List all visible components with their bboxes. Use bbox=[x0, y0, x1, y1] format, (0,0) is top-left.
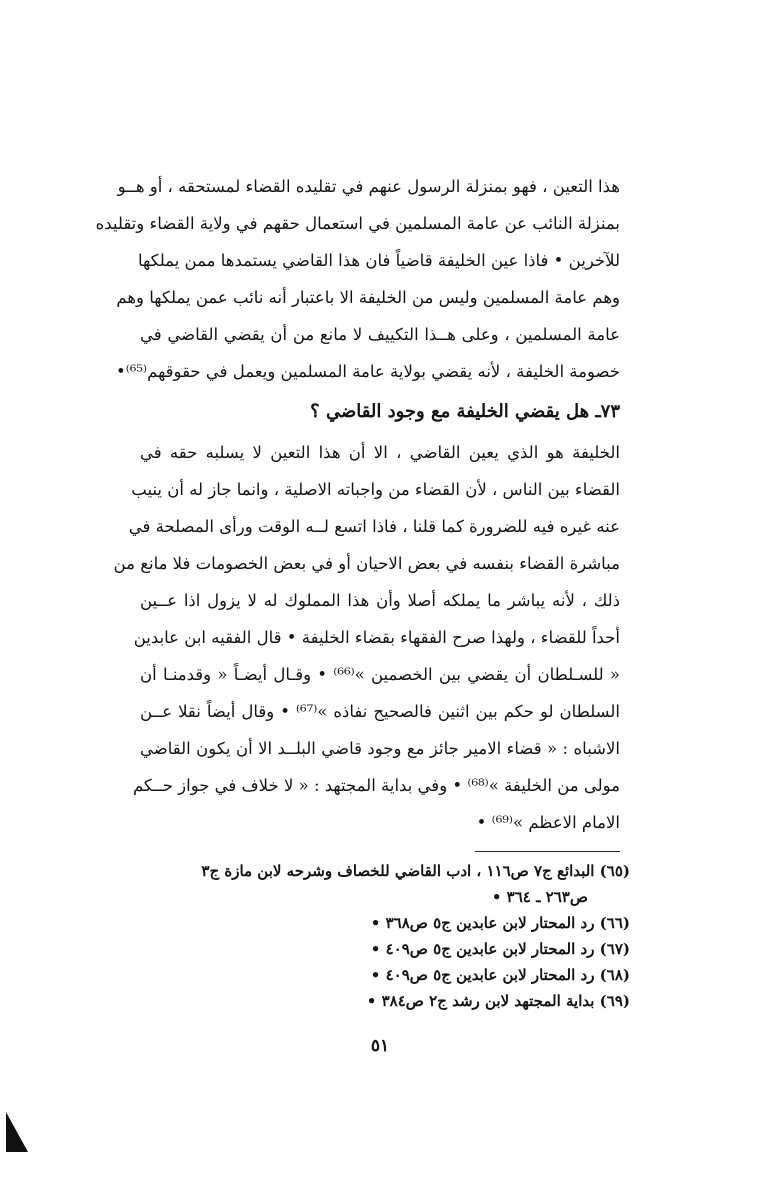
text-line: الامام الاعظم »⁽⁶⁹⁾ • bbox=[476, 813, 620, 832]
text-line: القضاء بين الناس ، لأن القضاء من واجباته الاصلية ، وانما جاز له أن ينيب bbox=[131, 480, 620, 499]
text-line: هذا التعين ، فهو بمنزلة الرسول عنهم في تقليده القضاء لمستحقه ، أو هــو bbox=[117, 177, 620, 196]
section-heading: ٧٣ـ هل يقضي الخليفة مع وجود القاضي ؟ bbox=[310, 401, 620, 422]
footnotes bbox=[130, 858, 630, 1014]
text-line: للآخرين • فاذا عين الخليفة قاضياً فان هذا القاضي يستمدها ممن يملكها bbox=[137, 251, 620, 270]
footnote-divider bbox=[475, 851, 620, 852]
text-line: الاشباه : « قضاء الامير جائز مع وجود قاضي البلــد الا أن يكون القاضي bbox=[140, 739, 620, 758]
corner-triangle-icon bbox=[6, 1112, 28, 1152]
text-line: بمنزلة النائب عن عامة المسلمين في استعمال حقهم في ولاية القضاء وتقليده bbox=[95, 214, 620, 233]
footnote-68: (٦٨) رد المحتار لابن عابدين ج٥ ص٤٠٩ • bbox=[370, 966, 630, 984]
text-line: الخليفة هو الذي يعين القاضي ، الا أن هذا التعين لا يسلبه حقه في bbox=[140, 443, 620, 462]
paragraph-1 bbox=[95, 168, 620, 390]
footnote-65: (٦٥) البدائع ج٧ ص١١٦ ، ادب القاضي للخصاف وشرحه لابن مازة ج٣ bbox=[201, 862, 630, 880]
paragraph-2 bbox=[113, 434, 620, 841]
footnote-69: (٦٩) بداية المجتهد لابن رشد ج٢ ص٣٨٤ • bbox=[366, 992, 630, 1010]
footnote-67: (٦٧) رد المحتار لابن عابدين ج٥ ص٤٠٩ • bbox=[370, 940, 630, 958]
text-line: مباشرة القضاء بنفسه في بعض الاحيان أو في بعض الخصومات فلا مانع من bbox=[113, 554, 620, 573]
footnote-66: (٦٦) رد المحتار لابن عابدين ج٥ ص٣٦٨ • bbox=[370, 914, 630, 932]
text-line: ذلك ، لأنه يباشر ما يملكه أصلا وأن هذا المملوك له لا يزول اذا عــين bbox=[140, 591, 620, 610]
page-number: ٥١ bbox=[370, 1036, 390, 1056]
text-line: أحداً للقضاء ، ولهذا صرح الفقهاء بقضاء الخليفة • قال الفقيه ابن عابدين bbox=[133, 628, 620, 647]
text-line: وهم عامة المسلمين وليس من الخليفة الا باعتبار أنه نائب عمن يملكها وهم bbox=[116, 288, 620, 307]
text-line: عامة المسلمين ، وعلى هــذا التكييف لا مانع من أن يقضي القاضي في bbox=[140, 325, 620, 344]
footnote-65-continuation: ص٢٦٣ ـ ٣٦٤ • bbox=[491, 888, 588, 906]
text-line: خصومة الخليفة ، لأنه يقضي بولاية عامة المسلمين ويعمل في حقوقهم⁽⁶⁵⁾• bbox=[116, 362, 620, 381]
text-line: مولى من الخليفة »⁽⁶⁸⁾ • وفي بداية المجتهد : « لا خلاف في جواز حــكم bbox=[132, 776, 620, 795]
text-line: السلطان لو حكم بين اثنين فالصحيح نفاذه »⁽⁶⁷⁾ • وقال أيضاً نقلا عــن bbox=[140, 702, 620, 721]
text-line: عنه غيره فيه للضرورة كما قلنا ، فاذا اتسع لــه الوقت ورأى المصلحة في bbox=[128, 517, 620, 536]
text-line: « للسـلطان أن يقضي بين الخصمين »⁽⁶⁶⁾ • وقـال أيضـاً « وقدمنـا أن bbox=[140, 665, 620, 684]
